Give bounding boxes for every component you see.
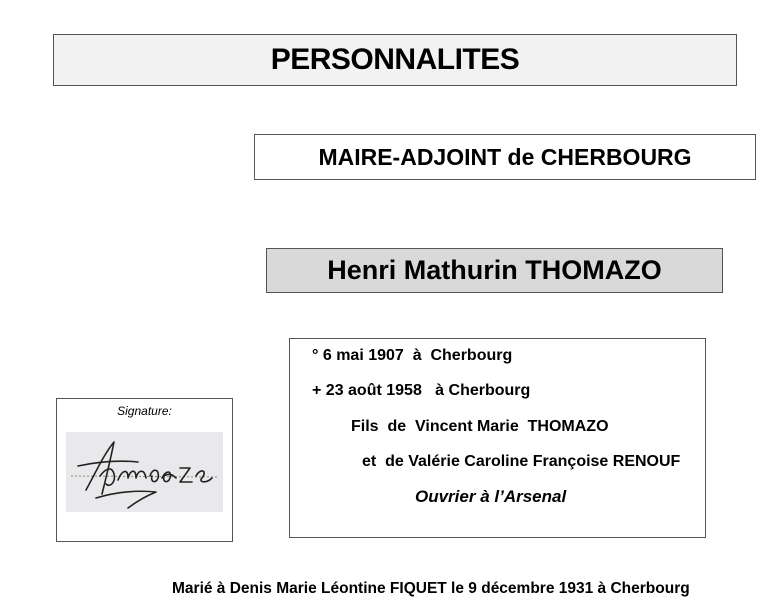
father-line: Fils de Vincent Marie THOMAZO [351, 418, 609, 435]
birth-line: ° 6 mai 1907 à Cherbourg [312, 347, 513, 364]
role-title: MAIRE-ADJOINT de CHERBOURG [318, 143, 692, 170]
person-name: Henri Mathurin THOMAZO [327, 255, 662, 285]
person-name-box [266, 248, 723, 293]
marriage-line: Marié à Denis Marie Léontine FIQUET le 9 décembre 1931 à Cherbourg [172, 580, 690, 597]
signature-label: Signature: [117, 404, 172, 418]
page-title: PERSONNALITES [270, 43, 520, 76]
handwritten-signature [66, 432, 223, 512]
biography-box [289, 338, 706, 538]
mother-line: et de Valérie Caroline Françoise RENOUF [362, 453, 681, 470]
occupation-line: Ouvrier à l’Arsenal [415, 487, 567, 506]
page-title-box [53, 34, 737, 86]
role-title-box [254, 134, 756, 180]
signature-box [56, 398, 233, 542]
signature-image [66, 432, 223, 512]
death-line: + 23 août 1958 à Cherbourg [312, 382, 531, 399]
